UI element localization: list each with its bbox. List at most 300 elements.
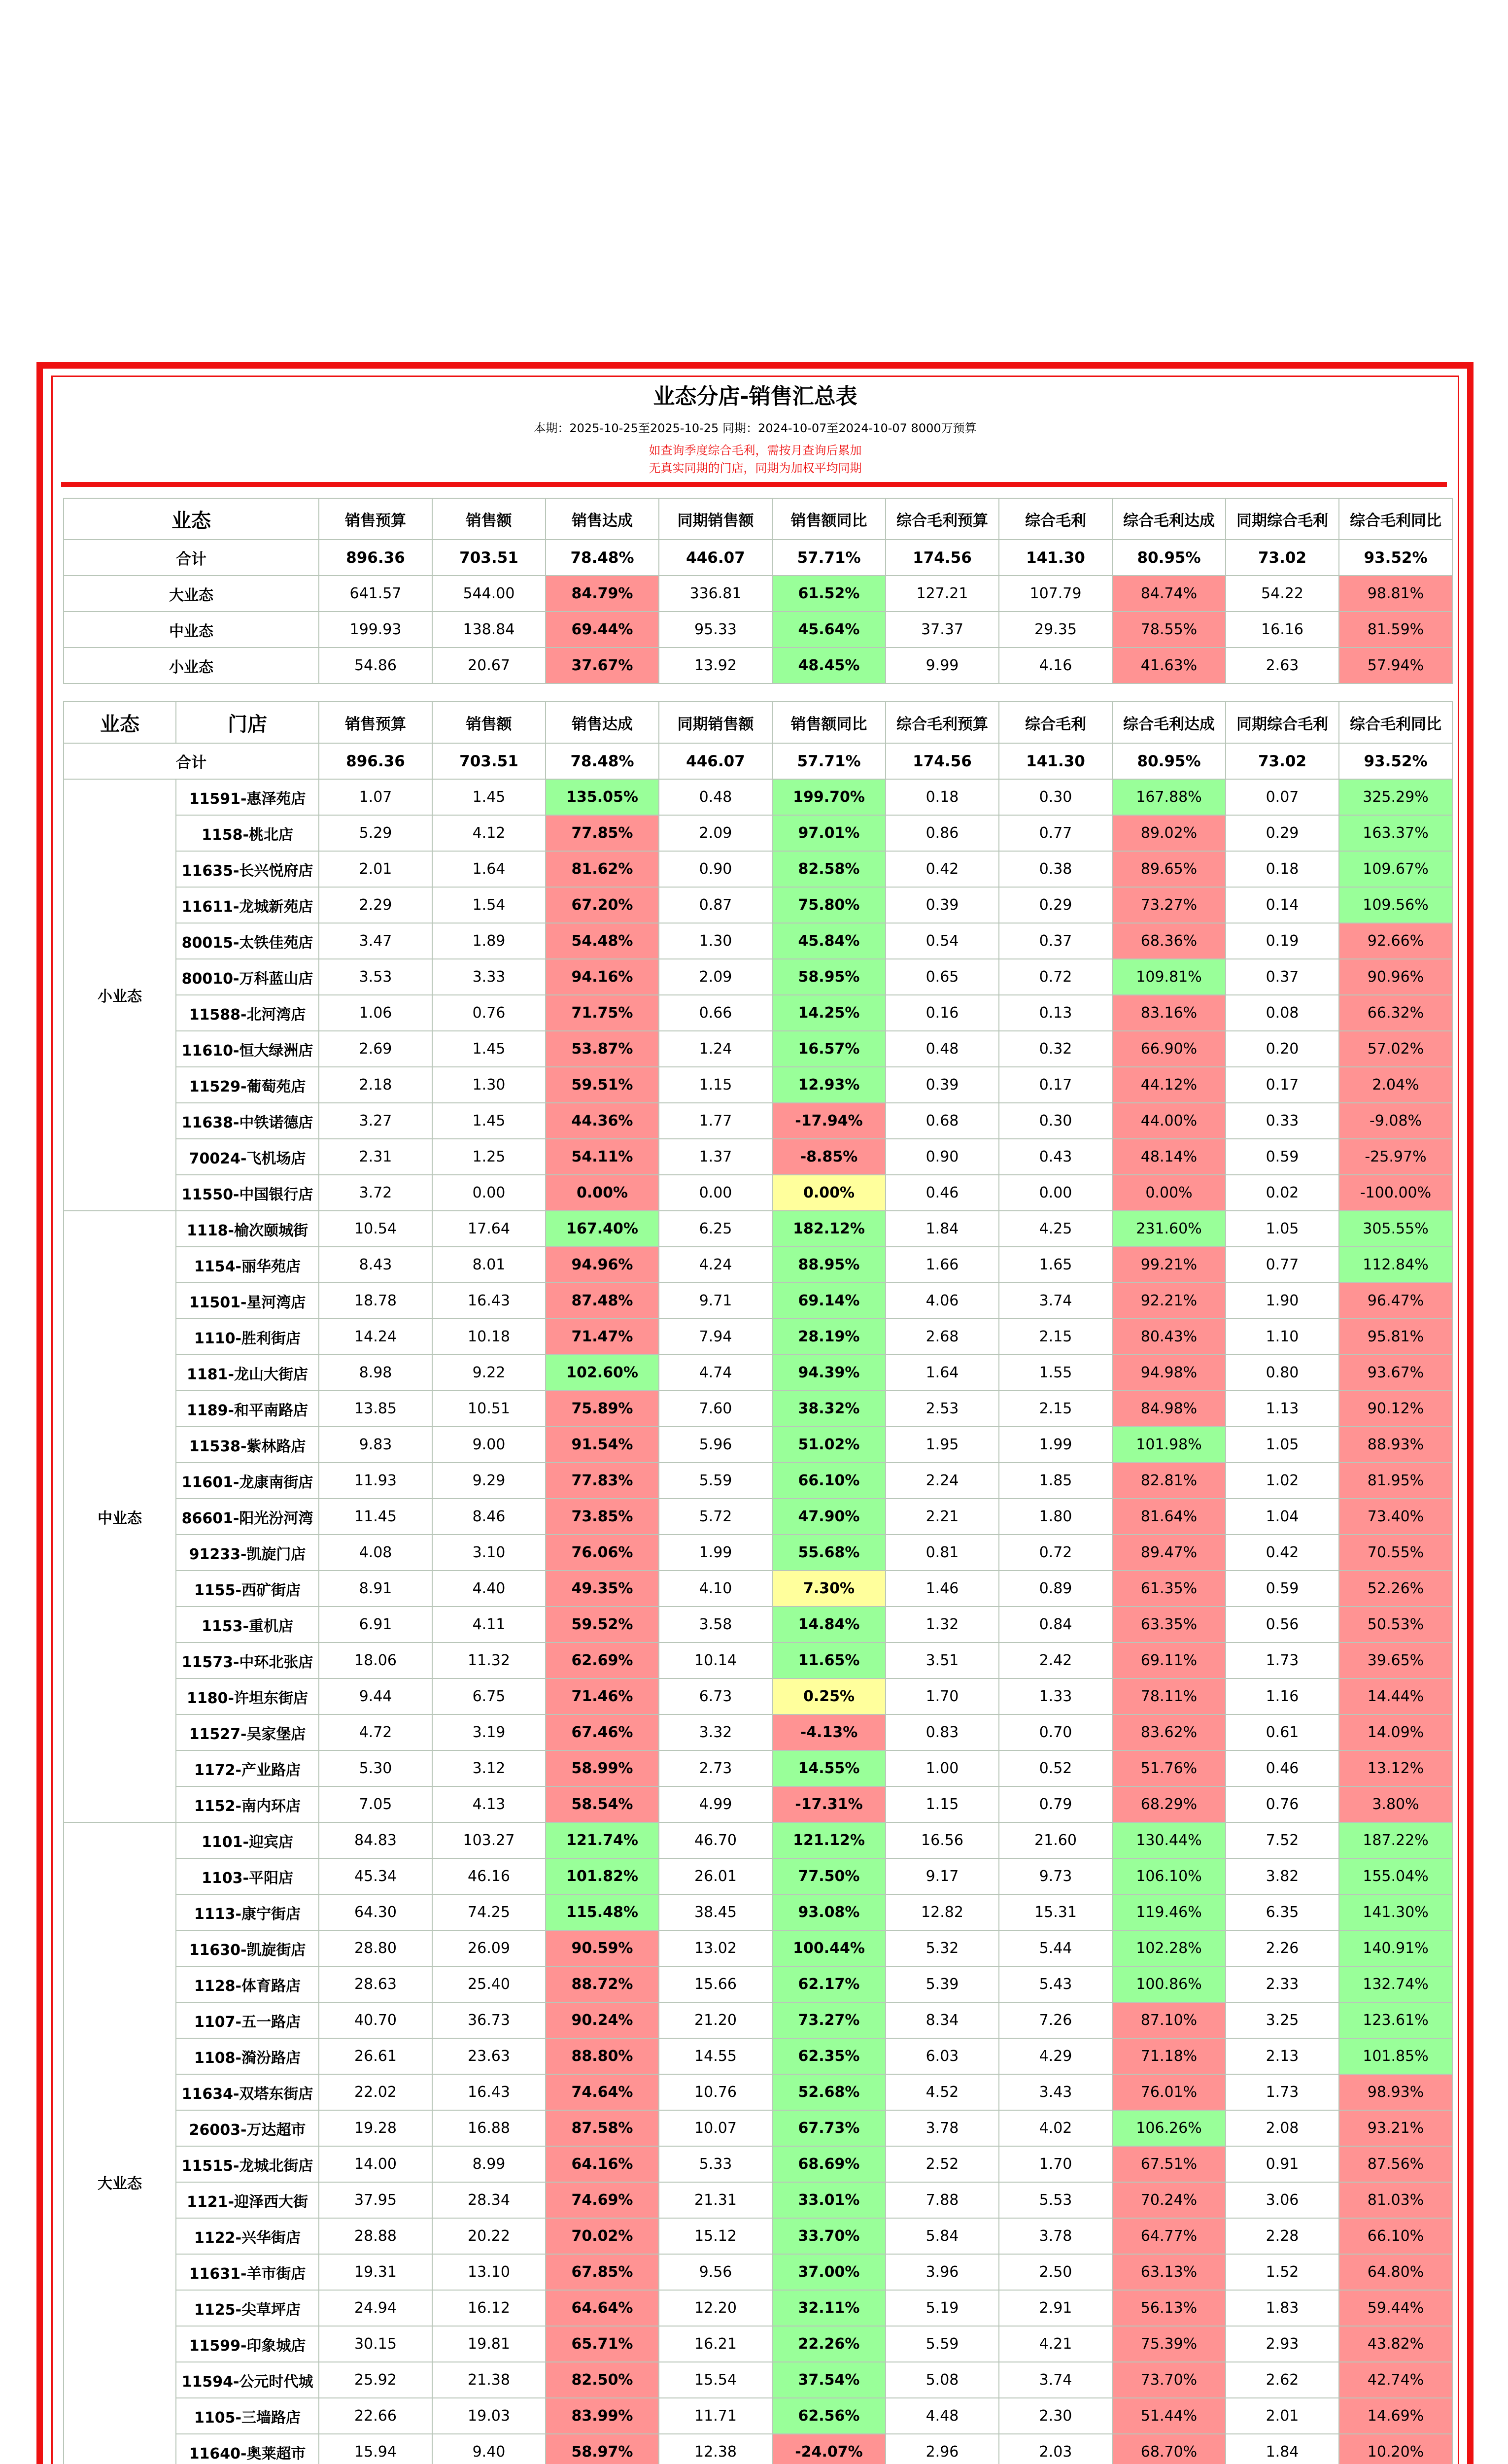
table-cell: 3.32 (659, 1714, 772, 1750)
col-header: 综合毛利 (999, 498, 1112, 540)
table-cell: 15.12 (659, 2218, 772, 2254)
table-cell: -9.08% (1339, 1103, 1452, 1139)
table-cell: 0.00 (432, 1175, 546, 1211)
table-cell: 8.43 (319, 1247, 432, 1283)
table-cell: 25.92 (319, 2362, 432, 2398)
table-cell: 9.71 (659, 1283, 772, 1319)
table-cell: 0.86 (886, 815, 999, 851)
table-cell: 73.02 (1226, 743, 1339, 779)
table-cell: 90.24% (546, 2002, 659, 2038)
table-cell: 94.98% (1112, 1355, 1226, 1391)
store-name: 11550-中国银行店 (176, 1175, 319, 1211)
table-cell: 1.15 (886, 1786, 999, 1822)
table-cell: 37.67% (546, 648, 659, 684)
store-name: 1172-产业路店 (176, 1750, 319, 1786)
store-name: 1155-西矿街店 (176, 1571, 319, 1607)
table-cell: 14.69% (1339, 2398, 1452, 2434)
table-cell: 119.46% (1112, 1894, 1226, 1930)
table-cell: 13.10 (432, 2254, 546, 2290)
table-cell: 16.43 (432, 2074, 546, 2110)
table-cell: 5.72 (659, 1499, 772, 1535)
table-row (64, 1714, 1452, 1750)
table-cell: 88.95% (772, 1247, 886, 1283)
table-cell: 0.00% (772, 1175, 886, 1211)
table-cell: 109.81% (1112, 959, 1226, 995)
table-cell: 92.66% (1339, 923, 1452, 959)
table-row (64, 2254, 1452, 2290)
table-cell: 123.61% (1339, 2002, 1452, 2038)
col-header: 综合毛利预算 (886, 498, 999, 540)
table-cell: 140.91% (1339, 1930, 1452, 1966)
table-cell: 4.74 (659, 1355, 772, 1391)
table-cell: 69.11% (1112, 1643, 1226, 1678)
table-cell: 61.35% (1112, 1571, 1226, 1607)
table-cell: 4.48 (886, 2398, 999, 2434)
table-cell: 9.44 (319, 1678, 432, 1714)
table-cell: 2.31 (319, 1139, 432, 1175)
store-name: 1103-平阳店 (176, 1858, 319, 1894)
table-cell: 56.13% (1112, 2290, 1226, 2326)
table-cell: 1.52 (1226, 2254, 1339, 2290)
table-cell: 59.44% (1339, 2290, 1452, 2326)
table-cell: 94.39% (772, 1355, 886, 1391)
table-cell: 0.59 (1226, 1139, 1339, 1175)
table-cell: 4.10 (659, 1571, 772, 1607)
table-cell: -25.97% (1339, 1139, 1452, 1175)
table-cell: 11.45 (319, 1499, 432, 1535)
table-cell: 6.75 (432, 1678, 546, 1714)
table-cell: 16.57% (772, 1031, 886, 1067)
col-header: 综合毛利 (999, 702, 1112, 743)
table-cell: 3.10 (432, 1535, 546, 1571)
row-label: 小业态 (64, 648, 319, 684)
table-cell: 55.68% (772, 1535, 886, 1571)
table-cell: 88.72% (546, 1966, 659, 2002)
table-cell: 1.07 (319, 779, 432, 815)
detail-total-row (64, 743, 1452, 779)
table-cell: 48.45% (772, 648, 886, 684)
table-cell: 78.48% (546, 540, 659, 576)
table-cell: 87.48% (546, 1283, 659, 1319)
table-cell: 54.86 (319, 648, 432, 684)
table-cell: 7.26 (999, 2002, 1112, 2038)
table-cell: 1.80 (999, 1499, 1112, 1535)
table-cell: 0.59 (1226, 1571, 1339, 1607)
col-header: 销售预算 (319, 498, 432, 540)
table-row (64, 2182, 1452, 2218)
store-name: 11573-中环北张店 (176, 1643, 319, 1678)
table-cell: 38.45 (659, 1894, 772, 1930)
table-cell: 1.73 (1226, 2074, 1339, 2110)
table-cell: 78.11% (1112, 1678, 1226, 1714)
store-name: 11640-奥莱超市 (176, 2434, 319, 2464)
table-cell: 70.02% (546, 2218, 659, 2254)
table-cell: 1.10 (1226, 1319, 1339, 1355)
table-cell: 115.48% (546, 1894, 659, 1930)
table-cell: 74.64% (546, 2074, 659, 2110)
table-cell: 10.20% (1339, 2434, 1452, 2464)
table-cell: 1.05 (1226, 1427, 1339, 1463)
table-cell: 50.53% (1339, 1607, 1452, 1643)
table-cell: 2.24 (886, 1463, 999, 1499)
table-cell: 64.64% (546, 2290, 659, 2326)
table-cell: 0.76 (432, 995, 546, 1031)
store-name: 1105-三墙路店 (176, 2398, 319, 2434)
table-cell: 3.78 (886, 2110, 999, 2146)
table-cell: 66.32% (1339, 995, 1452, 1031)
table-cell: 4.12 (432, 815, 546, 851)
table-cell: 182.12% (772, 1211, 886, 1247)
summary-header-type: 业态 (64, 498, 319, 540)
table-cell: 106.26% (1112, 2110, 1226, 2146)
table-cell: 73.40% (1339, 1499, 1452, 1535)
table-cell: 93.08% (772, 1894, 886, 1930)
table-cell: 91.54% (546, 1427, 659, 1463)
table-cell: 4.16 (999, 648, 1112, 684)
table-cell: 66.10% (1339, 2218, 1452, 2254)
table-cell: 1.64 (886, 1355, 999, 1391)
table-cell: 89.65% (1112, 851, 1226, 887)
table-cell: 88.93% (1339, 1427, 1452, 1463)
table-cell: 18.06 (319, 1643, 432, 1678)
table-cell: 77.50% (772, 1858, 886, 1894)
table-cell: 11.93 (319, 1463, 432, 1499)
table-cell: 141.30 (999, 540, 1112, 576)
table-cell: 22.26% (772, 2326, 886, 2362)
table-cell: 3.43 (999, 2074, 1112, 2110)
table-cell: 3.51 (886, 1643, 999, 1678)
table-cell: 1.54 (432, 887, 546, 923)
table-cell: 6.03 (886, 2038, 999, 2074)
table-cell: 63.35% (1112, 1607, 1226, 1643)
table-cell: 109.56% (1339, 887, 1452, 923)
table-cell: 1.90 (1226, 1283, 1339, 1319)
table-cell: 51.44% (1112, 2398, 1226, 2434)
table-row (64, 1211, 1452, 1247)
table-cell: 32.11% (772, 2290, 886, 2326)
table-cell: 5.84 (886, 2218, 999, 2254)
table-cell: 54.48% (546, 923, 659, 959)
table-row (64, 887, 1452, 923)
table-cell: 2.42 (999, 1643, 1112, 1678)
table-cell: 1.77 (659, 1103, 772, 1139)
store-name: 11611-龙城新苑店 (176, 887, 319, 923)
table-cell: 0.42 (1226, 1535, 1339, 1571)
table-cell: 69.14% (772, 1283, 886, 1319)
table-row (64, 815, 1452, 851)
table-cell: 21.20 (659, 2002, 772, 2038)
table-cell: 19.31 (319, 2254, 432, 2290)
table-cell: 77.85% (546, 815, 659, 851)
table-cell: 121.74% (546, 1822, 659, 1858)
store-detail-table (63, 701, 1453, 2464)
table-cell: 3.74 (999, 2362, 1112, 2398)
table-cell: 8.98 (319, 1355, 432, 1391)
table-cell: 10.76 (659, 2074, 772, 2110)
table-row (64, 1139, 1452, 1175)
table-cell: 3.78 (999, 2218, 1112, 2254)
table-cell: 2.53 (886, 1391, 999, 1427)
table-cell: 0.37 (999, 923, 1112, 959)
table-cell: 103.27 (432, 1822, 546, 1858)
table-cell: 1.00 (886, 1750, 999, 1786)
store-name: 1110-胜利街店 (176, 1319, 319, 1355)
table-cell: 4.06 (886, 1283, 999, 1319)
table-cell: 2.33 (1226, 1966, 1339, 2002)
table-cell: 15.94 (319, 2434, 432, 2464)
table-cell: 37.95 (319, 2182, 432, 2218)
table-cell: 37.37 (886, 612, 999, 648)
table-cell: 10.07 (659, 2110, 772, 2146)
table-cell: 0.54 (886, 923, 999, 959)
table-cell: 0.18 (886, 779, 999, 815)
table-row (64, 1103, 1452, 1139)
table-cell: 90.96% (1339, 959, 1452, 995)
table-cell: 102.28% (1112, 1930, 1226, 1966)
table-cell: 199.93 (319, 612, 432, 648)
store-name: 80010-万科蓝山店 (176, 959, 319, 995)
table-row (64, 1535, 1452, 1571)
detail-header-type: 业态 (64, 702, 176, 743)
table-row (64, 923, 1452, 959)
table-cell: 1.70 (886, 1678, 999, 1714)
table-cell: 0.19 (1226, 923, 1339, 959)
table-cell: 187.22% (1339, 1822, 1452, 1858)
table-cell: 57.71% (772, 743, 886, 779)
table-cell: 81.03% (1339, 2182, 1452, 2218)
table-cell: 0.32 (999, 1031, 1112, 1067)
table-cell: 1.84 (1226, 2434, 1339, 2464)
table-cell: 96.47% (1339, 1283, 1452, 1319)
table-cell: 703.51 (432, 743, 546, 779)
table-row (64, 779, 1452, 815)
table-cell: 5.29 (319, 815, 432, 851)
table-cell: 0.89 (999, 1571, 1112, 1607)
table-cell: 10.51 (432, 1391, 546, 1427)
table-cell: 40.70 (319, 2002, 432, 2038)
table-cell: 1.15 (659, 1067, 772, 1103)
table-cell: 52.68% (772, 2074, 886, 2110)
col-header: 销售额同比 (772, 498, 886, 540)
table-cell: 2.08 (1226, 2110, 1339, 2146)
table-cell: 8.91 (319, 1571, 432, 1607)
col-header: 同期综合毛利 (1226, 702, 1339, 743)
table-cell: 12.38 (659, 2434, 772, 2464)
table-cell: 16.56 (886, 1822, 999, 1858)
table-cell: 74.25 (432, 1894, 546, 1930)
table-cell: 132.74% (1339, 1966, 1452, 2002)
table-cell: 0.07 (1226, 779, 1339, 815)
table-row (64, 1247, 1452, 1283)
table-cell: 2.93 (1226, 2326, 1339, 2362)
table-cell: 68.29% (1112, 1786, 1226, 1822)
table-cell: 22.66 (319, 2398, 432, 2434)
table-row (64, 1067, 1452, 1103)
table-cell: 9.99 (886, 648, 999, 684)
table-cell: 0.77 (999, 815, 1112, 851)
table-cell: 67.46% (546, 1714, 659, 1750)
table-cell: 0.33 (1226, 1103, 1339, 1139)
table-cell: 75.80% (772, 887, 886, 923)
store-name: 11599-印象城店 (176, 2326, 319, 2362)
store-name: 1181-龙山大街店 (176, 1355, 319, 1391)
table-cell: 325.29% (1339, 779, 1452, 815)
table-cell: 3.27 (319, 1103, 432, 1139)
col-header: 综合毛利预算 (886, 702, 999, 743)
table-cell: 30.15 (319, 2326, 432, 2362)
table-cell: 15.31 (999, 1894, 1112, 1930)
table-cell: 703.51 (432, 540, 546, 576)
table-cell: 87.58% (546, 2110, 659, 2146)
table-cell: 9.73 (999, 1858, 1112, 1894)
table-cell: 5.96 (659, 1427, 772, 1463)
table-cell: 7.30% (772, 1571, 886, 1607)
table-row (64, 1607, 1452, 1643)
table-cell: 19.03 (432, 2398, 546, 2434)
group-label: 大业态 (64, 1822, 176, 2464)
table-row (64, 1750, 1452, 1786)
table-cell: 64.16% (546, 2146, 659, 2182)
table-row (64, 1463, 1452, 1499)
table-cell: 1.32 (886, 1607, 999, 1643)
table-cell: 0.00% (1112, 1175, 1226, 1211)
table-cell: 2.18 (319, 1067, 432, 1103)
table-cell: 2.96 (886, 2434, 999, 2464)
table-cell: 0.66 (659, 995, 772, 1031)
table-cell: 2.52 (886, 2146, 999, 2182)
table-cell: 59.51% (546, 1067, 659, 1103)
table-cell: 45.84% (772, 923, 886, 959)
table-row (64, 1894, 1452, 1930)
table-row (64, 2038, 1452, 2074)
store-name: 1189-和平南路店 (176, 1391, 319, 1427)
table-cell: -8.85% (772, 1139, 886, 1175)
table-cell: 37.00% (772, 2254, 886, 2290)
col-header: 同期综合毛利 (1226, 498, 1339, 540)
store-name: 80015-太铁佳苑店 (176, 923, 319, 959)
table-cell: 0.56 (1226, 1607, 1339, 1643)
table-cell: 0.87 (659, 887, 772, 923)
table-cell: 0.08 (1226, 995, 1339, 1031)
table-cell: 0.38 (999, 851, 1112, 887)
table-cell: 2.15 (999, 1319, 1112, 1355)
table-row (64, 1786, 1452, 1822)
table-cell: 7.05 (319, 1786, 432, 1822)
table-cell: 82.81% (1112, 1463, 1226, 1499)
store-name: 1180-许坦东街店 (176, 1678, 319, 1714)
table-cell: 6.35 (1226, 1894, 1339, 1930)
table-cell: 0.77 (1226, 1247, 1339, 1283)
store-name: 70024-飞机场店 (176, 1139, 319, 1175)
table-cell: 7.52 (1226, 1822, 1339, 1858)
table-cell: 0.61 (1226, 1714, 1339, 1750)
detail-header-row (64, 702, 1452, 743)
table-cell: 4.24 (659, 1247, 772, 1283)
table-cell: 14.84% (772, 1607, 886, 1643)
group-label: 小业态 (64, 779, 176, 1211)
table-cell: 24.94 (319, 2290, 432, 2326)
table-cell: 80.95% (1112, 743, 1226, 779)
table-cell: 641.57 (319, 576, 432, 612)
table-cell: 100.86% (1112, 1966, 1226, 2002)
table-cell: 0.52 (999, 1750, 1112, 1786)
table-cell: 26.61 (319, 2038, 432, 2074)
table-cell: 0.72 (999, 1535, 1112, 1571)
table-cell: 9.29 (432, 1463, 546, 1499)
table-cell: 155.04% (1339, 1858, 1452, 1894)
table-cell: 0.90 (886, 1139, 999, 1175)
table-cell: 3.82 (1226, 1858, 1339, 1894)
col-header: 销售达成 (546, 498, 659, 540)
table-cell: 3.80% (1339, 1786, 1452, 1822)
table-cell: 39.65% (1339, 1643, 1452, 1678)
store-name: 1153-重机店 (176, 1607, 319, 1643)
table-cell: 8.01 (432, 1247, 546, 1283)
table-cell: 305.55% (1339, 1211, 1452, 1247)
table-cell: 28.19% (772, 1319, 886, 1355)
table-cell: 78.48% (546, 743, 659, 779)
table-cell: 2.63 (1226, 648, 1339, 684)
table-cell: 17.64 (432, 1211, 546, 1247)
table-row (64, 1966, 1452, 2002)
table-cell: 13.12% (1339, 1750, 1452, 1786)
table-cell: 1.02 (1226, 1463, 1339, 1499)
table-cell: 33.70% (772, 2218, 886, 2254)
table-cell: 74.69% (546, 2182, 659, 2218)
table-cell: 0.37 (1226, 959, 1339, 995)
row-label: 合计 (64, 540, 319, 576)
table-cell: 1.45 (432, 1031, 546, 1067)
table-cell: 102.60% (546, 1355, 659, 1391)
table-cell: 82.50% (546, 2362, 659, 2398)
table-cell: 66.10% (772, 1463, 886, 1499)
store-name: 11527-吴家堡店 (176, 1714, 319, 1750)
store-name: 11529-葡萄苑店 (176, 1067, 319, 1103)
table-cell: 98.81% (1339, 576, 1452, 612)
table-row (64, 2218, 1452, 2254)
table-cell: 80.43% (1112, 1319, 1226, 1355)
table-cell: 3.72 (319, 1175, 432, 1211)
table-cell: 68.36% (1112, 923, 1226, 959)
table-cell: 138.84 (432, 612, 546, 648)
table-cell: 10.54 (319, 1211, 432, 1247)
table-cell: 2.69 (319, 1031, 432, 1067)
table-row (64, 2110, 1452, 2146)
table-cell: 0.25% (772, 1678, 886, 1714)
table-cell: 94.96% (546, 1247, 659, 1283)
table-cell: 0.17 (1226, 1067, 1339, 1103)
table-cell: 0.39 (886, 887, 999, 923)
table-cell: 67.85% (546, 2254, 659, 2290)
table-cell: 73.27% (1112, 887, 1226, 923)
table-cell: 5.08 (886, 2362, 999, 2398)
table-cell: 41.63% (1112, 648, 1226, 684)
table-cell: 101.85% (1339, 2038, 1452, 2074)
table-cell: 0.48 (886, 1031, 999, 1067)
table-cell: 19.81 (432, 2326, 546, 2362)
table-cell: 1.66 (886, 1247, 999, 1283)
table-cell: 81.64% (1112, 1499, 1226, 1535)
table-cell: 0.29 (999, 887, 1112, 923)
table-cell: 2.73 (659, 1750, 772, 1786)
table-cell: 5.30 (319, 1750, 432, 1786)
table-cell: 4.52 (886, 2074, 999, 2110)
table-cell: 0.18 (1226, 851, 1339, 887)
table-cell: -100.00% (1339, 1175, 1452, 1211)
table-cell: 4.08 (319, 1535, 432, 1571)
table-cell: 73.70% (1112, 2362, 1226, 2398)
table-cell: 71.18% (1112, 2038, 1226, 2074)
